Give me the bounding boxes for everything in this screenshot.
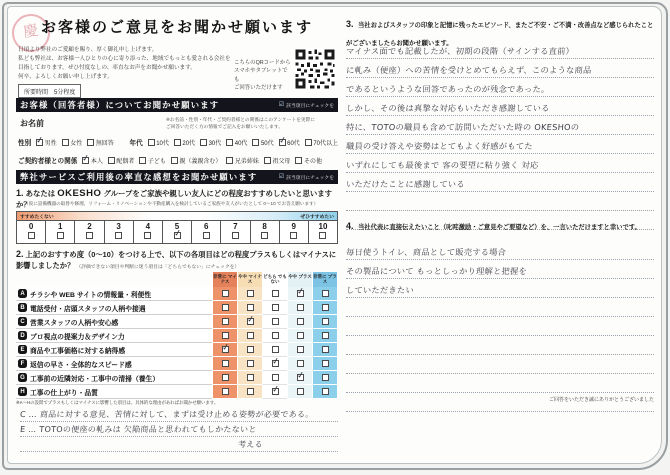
checkbox[interactable] <box>297 290 304 297</box>
rating-cell <box>212 385 237 399</box>
handwriting-line: 毎日使うトイレ、商品として販売する場合 <box>345 247 507 257</box>
nps-cell <box>105 221 134 243</box>
checkbox[interactable] <box>174 232 181 239</box>
badge-check-note <box>279 102 334 109</box>
checkbox[interactable] <box>297 374 304 381</box>
nps-cell <box>251 221 280 243</box>
qr-note-line: スマホやタブレットでも <box>234 68 288 83</box>
column-header: 非常に マイナス <box>212 272 237 287</box>
option-label: 50代 <box>260 140 274 147</box>
checkbox[interactable] <box>297 346 304 353</box>
relation-option <box>108 156 135 165</box>
nps-number: 2 <box>87 222 92 231</box>
checkbox[interactable] <box>322 332 329 339</box>
nps-cells <box>16 220 338 244</box>
checkbox[interactable] <box>305 139 312 146</box>
checkbox[interactable] <box>222 360 229 367</box>
checkbox[interactable] <box>297 332 304 339</box>
rating-cell <box>237 287 262 301</box>
rating-cell <box>212 357 237 371</box>
name-note-line: ※お名前・性別・年代・ご契約者様との関係はこのアンケートを実際に <box>166 117 315 122</box>
checkbox[interactable] <box>322 318 329 325</box>
checkbox[interactable] <box>222 346 229 353</box>
relation-option <box>226 156 259 165</box>
handwriting-line: その製品について もっとしっかり理解と把握を <box>345 266 528 276</box>
rating-cell <box>262 343 287 357</box>
nps-number: 5 <box>174 222 180 231</box>
checkbox[interactable] <box>144 232 151 239</box>
row-label <box>16 329 212 343</box>
rating-cell <box>262 357 287 371</box>
handwriting-line: いずれにしても最後まで 客の要望に粘り強く 対応 <box>345 160 539 170</box>
question-1-note: （仮に設備機器の取替や修理、リフォーム・リノベーションや不動産購入を検討しているご家族や友人がいたとして 0〜10 でお答え願います） <box>24 201 319 206</box>
checkbox[interactable] <box>86 232 93 239</box>
nps-cell <box>163 221 192 243</box>
row-letter: C <box>18 317 27 326</box>
rating-cell <box>312 287 337 301</box>
name-label: お名前 <box>20 119 44 128</box>
question-number: 4. <box>346 221 354 231</box>
intro-line: 日頃より弊社のご愛顧を賜り、厚く御礼申し上げます。 <box>18 47 158 53</box>
table-row <box>16 357 338 371</box>
nps-cell <box>221 221 250 243</box>
name-note-line: ご回答いただく方の情報でご記入をお願いいたします。 <box>166 124 283 130</box>
row-label-text: チラシや WEB サイトの情報量・利便性 <box>30 291 152 299</box>
row-letter: E <box>18 345 27 354</box>
checkbox[interactable] <box>297 304 304 311</box>
checkbox[interactable] <box>247 388 254 395</box>
rating-cell <box>287 357 312 371</box>
page-left <box>16 10 338 459</box>
rating-cell <box>312 301 337 315</box>
question-text: 上記のおすすめ度（0〜10）をつける上で、以下の各項目はどの程度プラスもしくはマイナスに影響しましたか？ <box>16 250 337 270</box>
checkbox[interactable] <box>319 232 326 239</box>
row-label-text: 電話受付・店頭スタッフの人柄や接遇 <box>30 305 146 313</box>
checkbox[interactable] <box>222 374 229 381</box>
nps-cell <box>75 221 104 243</box>
question-2-note: （評価できない項目や判断に迷う項目は「どちらでもない」にチェックを） <box>76 264 240 270</box>
handwriting-line: であるというような回答であったのが残念であった。 <box>345 84 550 94</box>
checkbox[interactable] <box>261 232 268 239</box>
intro-line: 何卒、よろしくお願い申し上げます。 <box>18 73 113 80</box>
option-label: 無回答 <box>95 140 114 147</box>
option-label: 10代 <box>156 140 169 147</box>
handwriting-line: しかし、その後は真摯な対応もいただき感謝している <box>345 103 551 113</box>
badge-label: 該当項目にチェックを <box>286 175 334 181</box>
checkbox[interactable] <box>222 290 229 297</box>
checkbox[interactable] <box>226 139 233 146</box>
rating-cell <box>212 287 237 301</box>
hanko-stamp-icon: 慶 <box>9 11 53 55</box>
checkbox[interactable] <box>272 318 279 325</box>
option-label: 親（義親含む） <box>179 158 222 165</box>
age-option <box>200 138 221 147</box>
nps-cell <box>134 221 163 243</box>
checkbox[interactable] <box>139 157 146 164</box>
qr-note-line: こちらのQRコードから <box>234 60 291 66</box>
nps-number: 0 <box>28 222 34 231</box>
checkbox-icon: ☑ <box>278 102 285 108</box>
handwriting-line: に軋み（便座）への苦情を受けとめてもらえず、このような商品 <box>345 65 592 75</box>
rating-cell <box>312 385 337 399</box>
rating-cell <box>237 357 262 371</box>
checkbox[interactable] <box>264 157 271 164</box>
question-4-answer <box>346 241 654 412</box>
rating-cell <box>262 385 287 399</box>
checkbox[interactable] <box>272 374 279 381</box>
relation-label: ご契約者様との関係 <box>18 158 78 165</box>
option-label: 男性 <box>44 140 57 147</box>
handwriting-line: 考える <box>237 440 264 449</box>
row-label-text: 工事前の近隣対応・工事中の清掃（養生） <box>30 375 160 383</box>
checkbox[interactable] <box>222 388 229 395</box>
column-header: やや プラス <box>287 272 312 287</box>
checkbox[interactable] <box>322 388 329 395</box>
rating-cell <box>237 385 262 399</box>
relation-option <box>264 156 291 165</box>
header-spacer <box>16 272 212 287</box>
row-label-text: プロ視点の提案力＆デザイン力 <box>30 333 125 341</box>
nps-cell <box>192 221 221 243</box>
question-2 <box>16 248 338 271</box>
qr-note <box>234 59 292 93</box>
row-label <box>16 371 212 385</box>
nps-number: 1 <box>58 222 63 231</box>
rating-cell <box>312 357 337 371</box>
checkbox-icon: ☑ <box>278 174 285 180</box>
rating-cell <box>262 371 287 385</box>
age-option <box>148 138 169 147</box>
question-text: 当社およびスタッフの印象と記憶に残ったエピソード、またご不安・ご不満・改善点など感じられたことがございましたらお聞かせ願います。 <box>346 22 654 47</box>
checkbox[interactable] <box>62 139 69 146</box>
age-option <box>305 138 338 147</box>
row-label <box>16 357 212 371</box>
option-label: 女性 <box>70 140 83 147</box>
table-row <box>16 385 338 399</box>
page-title: お客様のご意見をお聞かせ願います <box>40 19 313 36</box>
option-label: 祖父母 <box>272 158 291 165</box>
checkbox[interactable] <box>171 157 178 164</box>
option-label: 30代 <box>208 140 222 147</box>
table-header-row <box>16 272 338 287</box>
checkbox[interactable] <box>295 157 302 164</box>
checkbox[interactable] <box>272 304 279 311</box>
table-note: ※A〜Hの設問でプラスもしくはマイナスに影響した項目は、具体的な理由があればお聞かせ願います。 <box>16 400 219 405</box>
age-label: 年代 <box>129 140 143 147</box>
nps-number: 3 <box>116 222 121 231</box>
intro-text <box>18 46 232 82</box>
nps-number: 10 <box>318 222 328 231</box>
column-header: やや マイナス <box>237 272 262 287</box>
brand-name: OKESHO <box>57 188 102 199</box>
checkbox[interactable] <box>272 346 279 353</box>
checkbox[interactable] <box>290 232 297 239</box>
checkbox[interactable] <box>87 139 94 146</box>
checkbox[interactable] <box>247 332 254 339</box>
rating-cell <box>212 301 237 315</box>
checkbox[interactable] <box>272 290 279 297</box>
column-header: 非常に プラス <box>312 272 337 287</box>
checkbox[interactable] <box>108 157 115 164</box>
table-row <box>16 329 338 343</box>
checkbox[interactable] <box>222 318 229 325</box>
rating-cell <box>237 329 262 343</box>
rating-cell <box>312 315 337 329</box>
rating-cell <box>287 329 312 343</box>
duration-box: 所要時間 5分程度 <box>18 84 81 98</box>
question-4 <box>346 216 654 234</box>
checkbox[interactable] <box>222 332 229 339</box>
table-row <box>16 343 338 357</box>
handwriting-line: マイナス面でも記載したが、初期の段階（サインする直前） <box>345 46 575 56</box>
rating-cell <box>262 315 287 329</box>
table-row <box>16 315 338 329</box>
relation-option <box>82 156 103 165</box>
row-letter: H <box>18 387 27 396</box>
table-row <box>16 301 338 315</box>
rating-cell <box>312 371 337 385</box>
rating-cell <box>287 343 312 357</box>
handwriting-line: していただきたい <box>345 285 415 295</box>
section-header-respondent <box>16 98 338 112</box>
row-label <box>16 343 212 357</box>
table-row <box>16 287 338 301</box>
question-text: グループをご家族や親しい友人にどの程度おすすめしたいと思いますか？ <box>16 189 333 209</box>
checkbox[interactable] <box>203 232 210 239</box>
nps-scale <box>16 211 338 244</box>
question-text: あなたは <box>25 189 58 198</box>
question-number: 1. <box>16 188 24 198</box>
checkbox[interactable] <box>36 139 43 146</box>
option-label: 20代 <box>182 140 196 147</box>
age-group <box>130 137 339 147</box>
checkbox[interactable] <box>82 157 89 164</box>
handwriting-line: C … 商品に対する意見、苦情に対して、まずは受け止める姿勢が必要である。 <box>19 410 314 419</box>
nps-left-label: すすめたくない <box>20 214 54 220</box>
qr-note-line: ご回答いただけます <box>234 85 283 92</box>
nps-number: 7 <box>233 222 238 231</box>
rating-cell <box>212 329 237 343</box>
nps-cell <box>309 221 337 243</box>
rating-cell <box>212 315 237 329</box>
checkbox[interactable] <box>272 388 279 395</box>
checkbox[interactable] <box>322 304 329 311</box>
rating-cell <box>287 287 312 301</box>
checkbox[interactable] <box>297 388 304 395</box>
question-number: 3. <box>346 19 354 29</box>
checkbox[interactable] <box>322 346 329 353</box>
checkbox[interactable] <box>222 304 229 311</box>
checkbox[interactable] <box>272 360 279 367</box>
checkbox[interactable] <box>232 232 239 239</box>
handwritten-comments-left <box>20 407 338 452</box>
gender-option <box>36 138 57 147</box>
nps-number: 6 <box>203 222 209 231</box>
row-label <box>16 287 212 301</box>
checkbox[interactable] <box>322 374 329 381</box>
row-letter: D <box>18 331 27 340</box>
handwriting-line: いただけたことに感謝している <box>345 179 466 189</box>
checkbox[interactable] <box>247 360 254 367</box>
question-number: 2. <box>16 249 24 259</box>
rating-cell <box>237 371 262 385</box>
checkbox[interactable] <box>115 232 122 239</box>
age-option <box>226 138 247 147</box>
nps-number: 9 <box>291 222 296 231</box>
name-note <box>166 116 338 131</box>
thanks-note: ご回答をいただき誠にありがとうございました <box>548 397 654 403</box>
row-label-text: 営業スタッフの人柄や安心感 <box>30 319 119 327</box>
option-label: 配偶者 <box>116 158 135 165</box>
rating-cell <box>237 301 262 315</box>
checkbox[interactable] <box>322 360 329 367</box>
relation-option <box>171 156 222 165</box>
gender-age-row <box>18 137 338 147</box>
rating-cell <box>287 371 312 385</box>
age-option <box>174 138 195 147</box>
gender-label: 性別 <box>18 140 32 147</box>
checkbox[interactable] <box>247 290 254 297</box>
row-letter: B <box>18 303 27 312</box>
age-option <box>279 138 300 147</box>
rating-cell <box>312 343 337 357</box>
relation-option <box>295 156 322 165</box>
option-label: 兄弟姉妹 <box>234 158 259 165</box>
option-label: 60代 <box>287 140 300 147</box>
survey-spread <box>16 10 656 459</box>
rating-table <box>16 272 338 399</box>
nps-number: 4 <box>145 222 151 231</box>
rating-cell <box>237 315 262 329</box>
age-option <box>252 138 273 147</box>
option-label: 70代以上 <box>313 140 338 147</box>
badge-check-note <box>279 174 334 181</box>
row-label-text: 返信の早さ・全体的なスピード感 <box>30 361 132 369</box>
option-label: その他 <box>303 158 322 165</box>
rating-cell <box>212 343 237 357</box>
option-label: 子ども <box>147 158 166 165</box>
checkbox[interactable] <box>252 139 259 146</box>
nps-cell <box>46 221 75 243</box>
row-label-text: 商品や工事価格に対する納得感 <box>30 347 126 355</box>
row-letter: F <box>18 359 27 368</box>
option-label: 本人 <box>90 158 103 165</box>
intro-line: 私ども弊社は、お客様一人ひとりの心に寄り添った、地域でもっとも愛される会社を目指しております。ぜひ忖度なしの、率直なお声をお聞かせ願います。 <box>18 55 231 71</box>
rating-cell <box>262 287 287 301</box>
row-label-text: 工事の仕上がり・品質 <box>30 389 98 397</box>
rating-cell <box>287 315 312 329</box>
handwriting-line: 特に、TOTOの職員も含めて訪問いただいた時の OKESHOの <box>345 122 580 132</box>
handwriting-line: 職員の受け答えや姿勢はとてもよく好感がもてた <box>345 141 534 151</box>
checkbox[interactable] <box>247 374 254 381</box>
nps-cell <box>280 221 309 243</box>
gender-option <box>87 138 114 147</box>
option-label: 40代 <box>234 140 248 147</box>
row-label <box>16 301 212 315</box>
relation-row <box>18 155 338 165</box>
handwriting-line: E … TOTOの便座の軋みは 欠陥商品と思われてもしかたないと <box>19 425 257 434</box>
checkbox[interactable] <box>174 139 181 146</box>
checkbox[interactable] <box>272 332 279 339</box>
checkbox[interactable] <box>57 232 64 239</box>
section-title: お客様（回答者様）についてお聞かせ願います <box>20 100 220 110</box>
nps-number: 8 <box>262 222 267 231</box>
checkbox[interactable] <box>200 139 207 146</box>
rating-cell <box>237 343 262 357</box>
badge-label: 該当項目にチェックを <box>286 103 334 109</box>
checkbox[interactable] <box>297 360 304 367</box>
nps-right-label: ぜひすすめたい <box>300 214 334 220</box>
checkbox[interactable] <box>247 304 254 311</box>
gender-option <box>62 138 83 147</box>
question-text: 当社代表に直接伝えたいこと（叱咤激励・ご意見やご要望など）を、一言いただけますと幸いです。 <box>357 224 641 231</box>
row-letter: G <box>18 373 27 382</box>
section-title: 弊社サービスご利用後の率直な感想をお聞かせ願います <box>20 172 258 182</box>
rating-cell <box>262 329 287 343</box>
row-label <box>16 315 212 329</box>
page-right <box>346 10 656 459</box>
checkbox[interactable] <box>226 157 233 164</box>
checkbox[interactable] <box>322 290 329 297</box>
rating-cell <box>262 301 287 315</box>
checkbox[interactable] <box>28 232 35 239</box>
nps-cell <box>17 221 46 243</box>
checkbox[interactable] <box>247 346 254 353</box>
row-label <box>16 385 212 399</box>
column-header: どちら でもない <box>262 272 287 287</box>
rating-cell <box>212 371 237 385</box>
checkbox[interactable] <box>247 318 254 325</box>
row-letter: A <box>18 289 27 298</box>
qr-code <box>294 48 336 90</box>
section-header-feedback <box>16 170 338 184</box>
question-3-answer <box>346 40 654 230</box>
checkbox[interactable] <box>148 139 155 146</box>
checkbox[interactable] <box>279 139 286 146</box>
relation-option <box>139 156 166 165</box>
nps-anchor-labels <box>16 211 338 220</box>
rating-cell <box>287 301 312 315</box>
rating-cell <box>287 385 312 399</box>
checkbox[interactable] <box>297 318 304 325</box>
table-row <box>16 371 338 385</box>
rating-cell <box>312 329 337 343</box>
